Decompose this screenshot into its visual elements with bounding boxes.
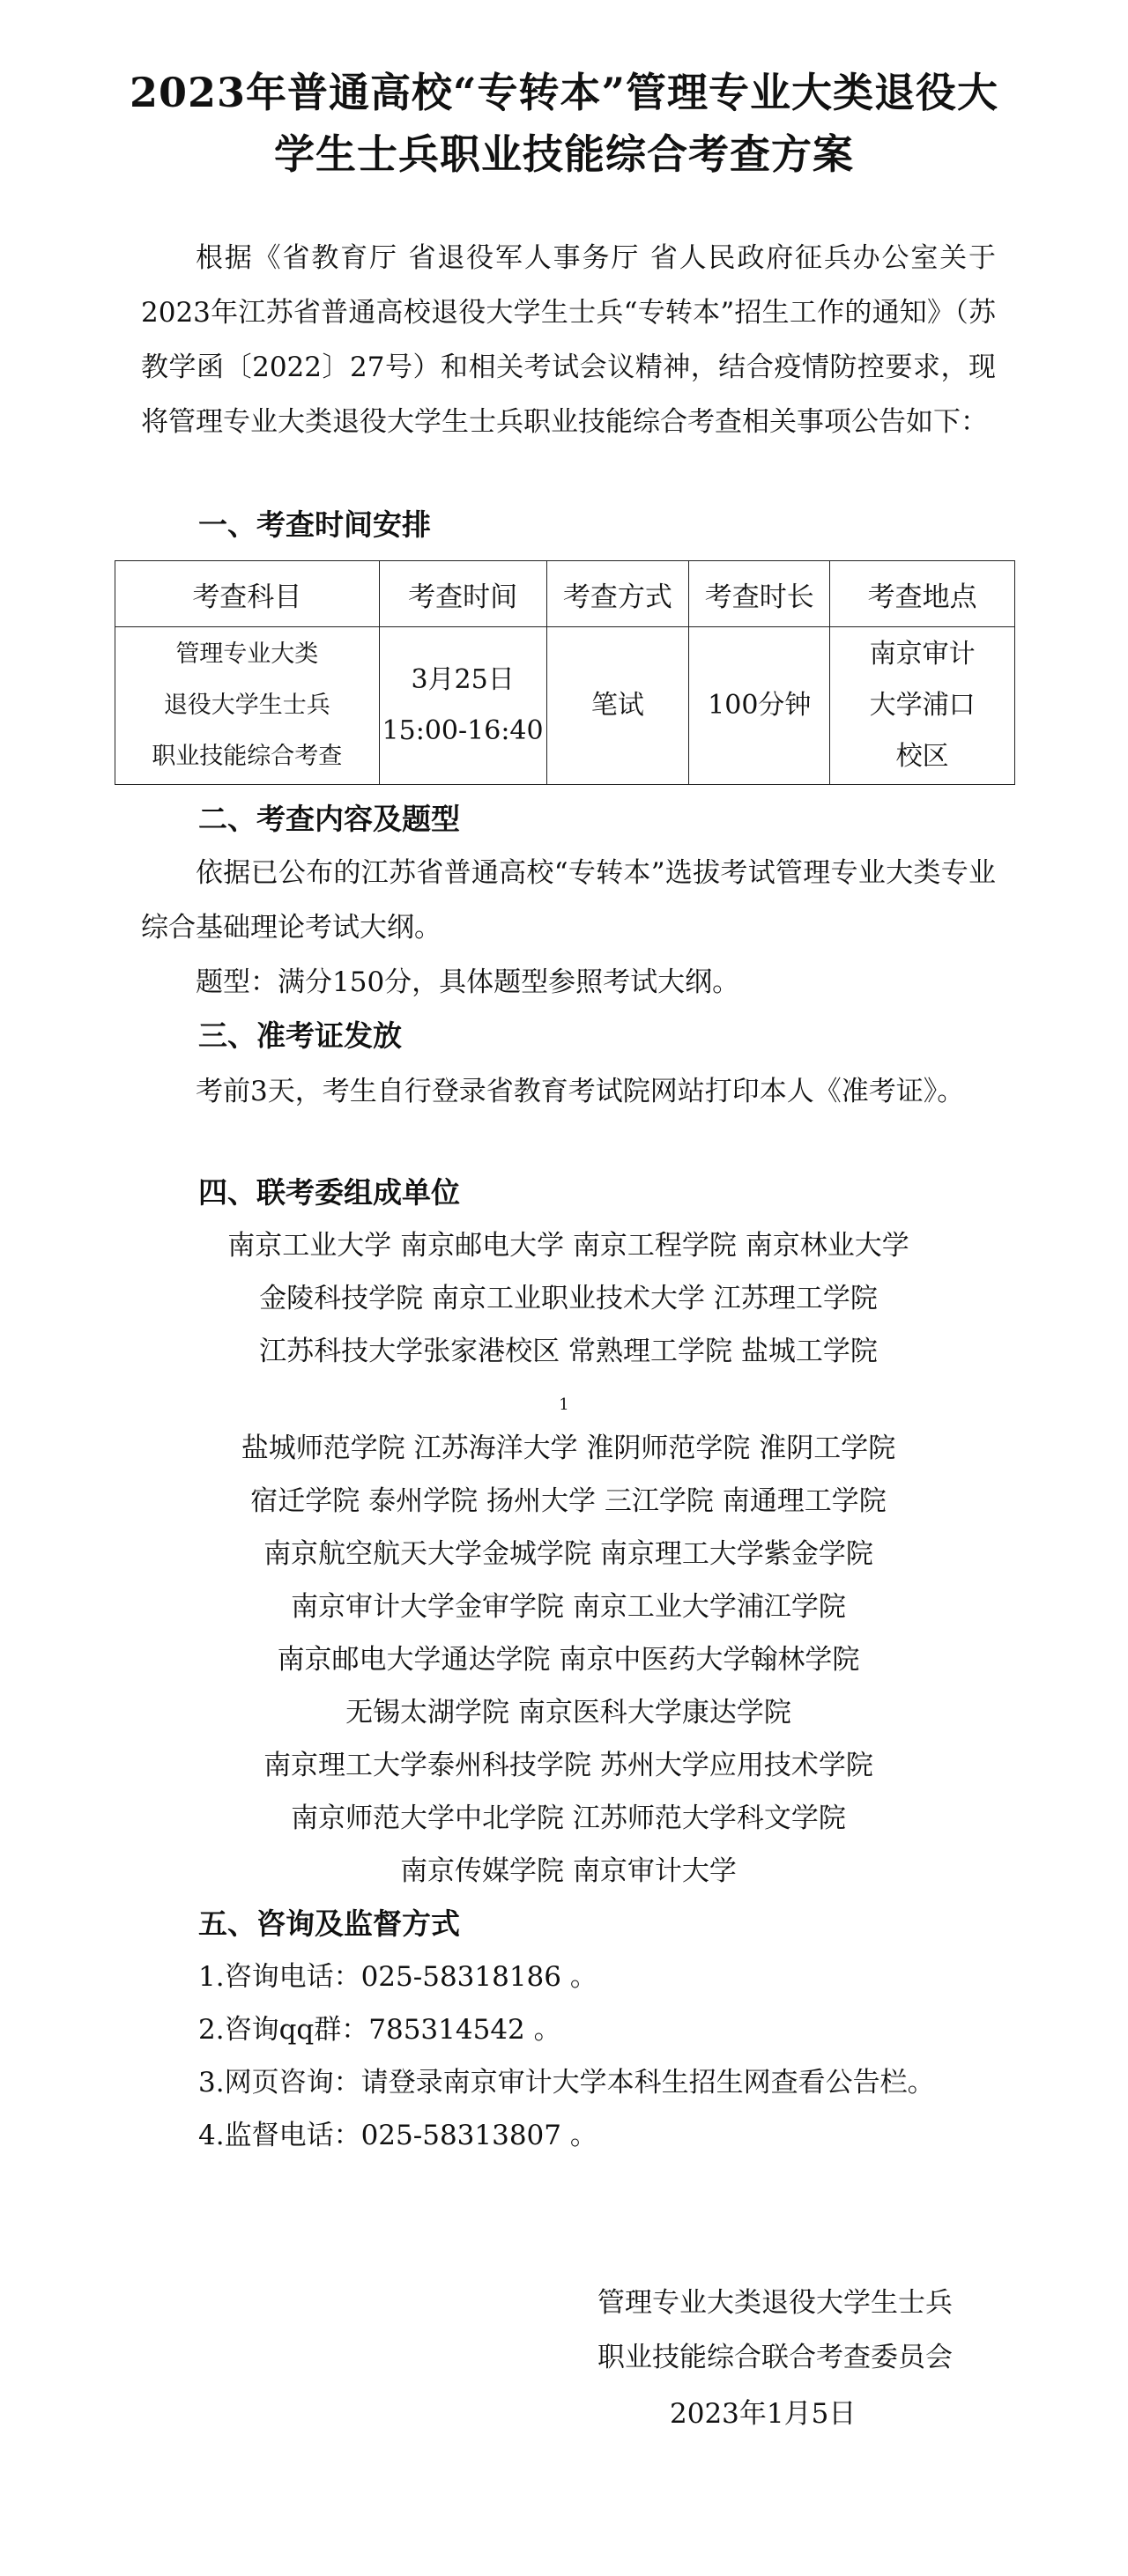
header-location: 考查地点 <box>830 561 1015 627</box>
member-units-line: 南京审计大学金审学院 南京工业大学浦江学院 <box>291 1591 846 1623</box>
cell-duration: 100分钟 <box>689 627 830 785</box>
signature-org-line2: 职业技能综合联合考查委员会 <box>597 2342 953 2373</box>
location-line: 南京审计 <box>869 639 976 670</box>
subject-line: 管理专业大类 <box>175 640 319 668</box>
member-units-line: 金陵科技学院 南京工业职业技术大学 江苏理工学院 <box>259 1283 878 1314</box>
supervision-phone: 4.监督电话：025-58313807 。 <box>198 2120 597 2151</box>
member-units-line: 无锡太湖学院 南京医科大学康达学院 <box>345 1697 791 1728</box>
header-subject: 考查科目 <box>115 561 380 627</box>
member-units-line: 南京师范大学中北学院 江苏师范大学科文学院 <box>291 1802 846 1834</box>
section1-heading: 一、考查时间安排 <box>198 507 431 542</box>
location-line: 大学浦口 <box>869 690 976 721</box>
header-duration: 考查时长 <box>689 561 830 627</box>
header-time: 考查时间 <box>379 561 546 627</box>
section4-heading: 四、联考委组成单位 <box>198 1175 460 1210</box>
cell-time <box>379 627 546 785</box>
intro-paragraph: 根据《省教育厅 省退役军人事务厅 省人民政府征兵办公室关于2023年江苏省普通高校退役大学生士兵“专转本”招生工作的通知》（苏教学函〔2022〕27号）和相关考试会议精神，结合疫情防控要求，现将管理专业大类退役大学生士兵职业技能综合考查相关事项公告如下： <box>141 242 996 438</box>
section2-heading: 二、考查内容及题型 <box>198 802 460 836</box>
cell-method: 笔试 <box>546 627 689 785</box>
location-line: 校区 <box>895 741 949 772</box>
document-title-line2: 学生士兵职业技能综合考查方案 <box>274 130 854 178</box>
member-units-line: 盐城师范学院 江苏海洋大学 淮阴师范学院 淮阴工学院 <box>241 1432 896 1464</box>
exam-schedule-table <box>115 560 1015 785</box>
table-row <box>115 627 1015 785</box>
member-units-line: 南京航空航天大学金城学院 南京理工大学紫金学院 <box>263 1538 873 1570</box>
page-number: 1 <box>559 1395 569 1414</box>
consult-qq-group: 2.咨询qq群：785314542 。 <box>198 2014 561 2046</box>
signature-date: 2023年1月5日 <box>670 2398 857 2430</box>
subject-line: 职业技能综合考查 <box>152 743 343 770</box>
member-units-line: 宿迁学院 泰州学院 扬州大学 三江学院 南通理工学院 <box>250 1485 887 1517</box>
cell-subject <box>115 627 380 785</box>
document-title-line1: 2023年普通高校“专转本”管理专业大类退役大 <box>130 69 998 116</box>
section5-heading: 五、咨询及监督方式 <box>198 1906 460 1941</box>
table-header-row <box>115 561 1015 627</box>
time-range: 15:00-16:40 <box>382 715 544 746</box>
subject-line: 退役大学生士兵 <box>163 692 330 719</box>
member-units-line: 南京邮电大学通达学院 南京中医药大学翰林学院 <box>277 1644 860 1676</box>
member-units-line: 江苏科技大学张家港校区 常熟理工学院 盐城工学院 <box>259 1336 878 1367</box>
time-date: 3月25日 <box>411 664 515 695</box>
consult-phone: 1.咨询电话：025-58318186 。 <box>198 1961 597 1993</box>
consult-website: 3.网页咨询：请登录南京审计大学本科生招生网查看公告栏。 <box>198 2067 935 2099</box>
member-units-line: 南京理工大学泰州科技学院 苏州大学应用技术学院 <box>263 1750 873 1781</box>
section2-question-types: 题型：满分150分，具体题型参照考试大纲。 <box>196 966 740 998</box>
signature-org-line1: 管理专业大类退役大学生士兵 <box>597 2287 953 2319</box>
cell-location <box>830 627 1015 785</box>
section2-paragraph: 依据已公布的江苏省普通高校“专转本”选拔考试管理专业大类专业综合基础理论考试大纲。 <box>141 857 996 944</box>
section3-paragraph: 考前3天，考生自行登录省教育考试院网站打印本人《准考证》。 <box>196 1076 965 1107</box>
section3-heading: 三、准考证发放 <box>198 1018 402 1053</box>
member-units-line: 南京工业大学 南京邮电大学 南京工程学院 南京林业大学 <box>227 1230 909 1262</box>
header-method: 考查方式 <box>546 561 689 627</box>
member-units-line: 南京传媒学院 南京审计大学 <box>400 1855 737 1887</box>
